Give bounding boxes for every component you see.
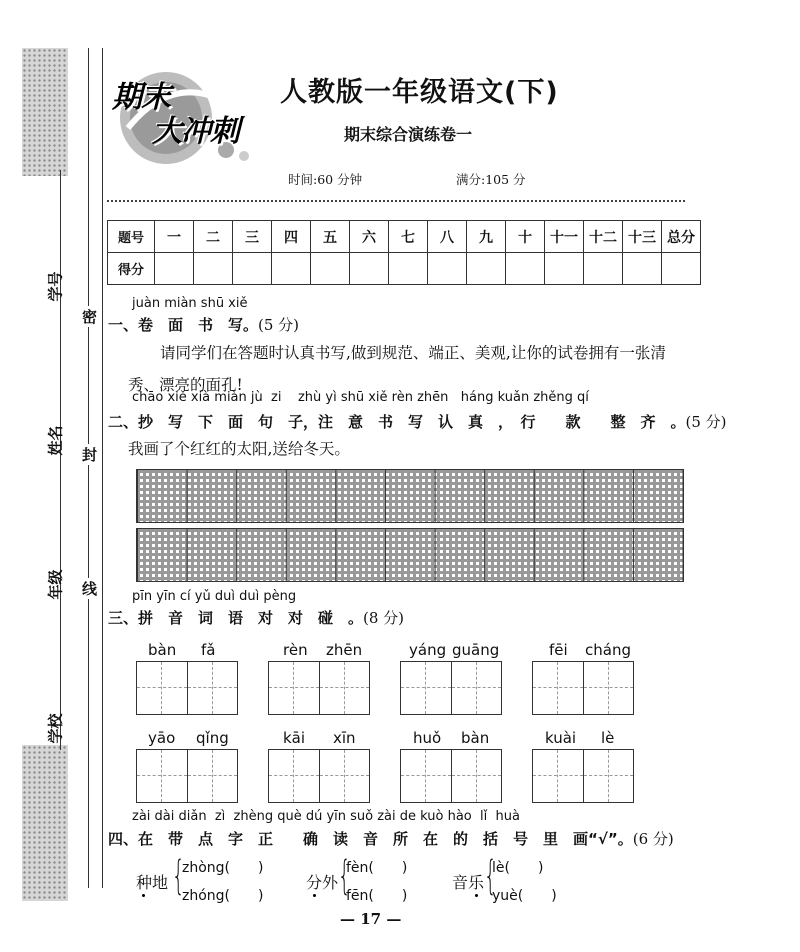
answer-box[interactable] [532, 661, 634, 715]
section1-pinyin: juàn miàn shū xiě [132, 296, 248, 311]
col-13: 十三 [623, 221, 662, 253]
pinyin-word: yāo [148, 729, 176, 747]
section1-text-line2: 秀、漂亮的面孔! [128, 376, 243, 394]
col-total: 总分 [662, 221, 701, 253]
answer-box[interactable] [532, 749, 634, 803]
score-cell[interactable] [233, 253, 272, 285]
brace: { [172, 853, 185, 899]
col-6: 六 [350, 221, 389, 253]
binding-line-outer [88, 48, 89, 888]
section2-title-text: 二、抄 写 下 面 句 子，注 意 书 写 认 真 ， 行 款 整 齐 。 [108, 413, 686, 431]
pinyin-word: fēi [549, 641, 568, 659]
score-cell[interactable] [194, 253, 233, 285]
side-label-grade: 年级 [46, 569, 65, 600]
pinyin-word: guāng [452, 641, 500, 659]
side-line [60, 170, 61, 750]
answer-box[interactable] [136, 749, 238, 803]
answer-box[interactable] [268, 749, 370, 803]
pinyin-word: lè [601, 729, 615, 747]
writing-grid-row-2[interactable] [136, 528, 684, 582]
section4-title [108, 828, 674, 849]
section1-title-text: 一、卷 面 书 写。 [108, 316, 259, 334]
section2-sentence: 我画了个红红的太阳,送给冬天。 [128, 440, 350, 458]
col-12: 十二 [584, 221, 623, 253]
seal-char-xian: 线 [82, 580, 98, 598]
exam-full-score: 满分:105 分 [456, 172, 526, 187]
pinyin-word: bàn [148, 641, 177, 659]
choice-option[interactable]: fèn( ) [346, 860, 408, 876]
section1-title [108, 314, 299, 335]
emphasis-dot [142, 894, 145, 897]
exam-logo [108, 58, 258, 166]
pinyin-word: bàn [461, 729, 490, 747]
answer-box[interactable] [136, 661, 238, 715]
brace: { [338, 853, 351, 899]
section1-text-line1: 请同学们在答题时认真书写,做到规范、端正、美观,让你的试卷拥有一张清 [160, 344, 666, 362]
col-2: 二 [194, 221, 233, 253]
score-cell[interactable] [428, 253, 467, 285]
pinyin-word: zhēn [326, 641, 363, 659]
score-cell[interactable] [662, 253, 701, 285]
seal-char-feng: 封 [82, 446, 98, 464]
score-table-header-row [108, 221, 701, 253]
choice-option[interactable]: zhóng( ) [182, 888, 264, 904]
choice-word: 音乐 [452, 873, 485, 892]
col-8: 八 [428, 221, 467, 253]
col-1: 一 [155, 221, 194, 253]
answer-box[interactable] [400, 749, 502, 803]
answer-box[interactable] [268, 661, 370, 715]
pinyin-word: xīn [333, 729, 356, 747]
score-cell[interactable] [272, 253, 311, 285]
emphasis-dot [475, 894, 478, 897]
col-10: 十 [506, 221, 545, 253]
col-3: 三 [233, 221, 272, 253]
score-table-score-head: 得分 [108, 253, 155, 285]
choice-option[interactable]: yuè( ) [492, 888, 557, 904]
score-table-score-row [108, 253, 701, 285]
choice-word: 种地 [136, 873, 169, 892]
col-11: 十一 [545, 221, 584, 253]
choice-word: 分外 [306, 873, 339, 892]
score-cell[interactable] [311, 253, 350, 285]
score-cell[interactable] [389, 253, 428, 285]
pinyin-word: qǐng [196, 729, 229, 747]
col-7: 七 [389, 221, 428, 253]
seal-char-mi: 密 [82, 308, 98, 326]
score-table-row-head: 题号 [108, 221, 155, 253]
pinyin-word: kāi [283, 729, 306, 747]
col-4: 四 [272, 221, 311, 253]
score-cell[interactable] [467, 253, 506, 285]
section2-pinyin: chāo xiě xià miàn jù zi zhù yì shū xiě rèn zhēn háng kuǎn zhěng qí [132, 390, 589, 405]
logo-text-line2: 大冲刺 [152, 114, 239, 149]
logo-text-line1: 期末 [112, 80, 170, 115]
answer-box[interactable] [400, 661, 502, 715]
binding-stripe-top [22, 48, 68, 176]
section4-points: (6 分) [632, 830, 674, 848]
pinyin-word: kuài [545, 729, 577, 747]
score-table [107, 220, 701, 285]
choice-option[interactable]: zhòng( ) [182, 860, 264, 876]
pinyin-word: fǎ [201, 641, 216, 659]
section1-points: (5 分) [258, 316, 300, 334]
section3-pinyin: pīn yīn cí yǔ duì duì pèng [132, 589, 297, 604]
score-cell[interactable] [350, 253, 389, 285]
score-cell[interactable] [584, 253, 623, 285]
score-cell[interactable] [623, 253, 662, 285]
page-number: — 17 — [340, 910, 402, 928]
binding-line-inner [102, 48, 103, 888]
section4-title-text: 四、在 带 点 字 正 确 读 音 所 在 的 括 号 里 画“√”。 [108, 830, 633, 848]
score-cell[interactable] [545, 253, 584, 285]
pinyin-word: rèn [283, 641, 308, 659]
score-cell[interactable] [506, 253, 545, 285]
emphasis-dot [313, 894, 316, 897]
section3-title-text: 三、拼 音 词 语 对 对 碰 。 [108, 609, 364, 627]
side-label-student-id: 学号 [46, 271, 65, 302]
pinyin-word: huǒ [413, 729, 442, 747]
side-label-name: 姓名 [46, 425, 65, 456]
page-subtitle: 期末综合演练卷一 [344, 125, 473, 144]
section4-pinyin: zài dài diǎn zì zhèng què dú yīn suǒ zài de kuò hào lǐ huà [132, 809, 520, 824]
pinyin-word: cháng [585, 641, 631, 659]
score-cell[interactable] [155, 253, 194, 285]
writing-grid-row-1[interactable] [136, 469, 684, 523]
exam-time: 时间:60 分钟 [288, 172, 363, 187]
brace: { [484, 853, 497, 899]
col-9: 九 [467, 221, 506, 253]
page-title: 人教版一年级语文(下) [280, 77, 559, 108]
side-label-school: 学校 [46, 713, 65, 744]
choice-option[interactable]: lè( ) [492, 860, 544, 876]
pinyin-word: yáng [409, 641, 447, 659]
section2-title [108, 411, 727, 432]
section3-points: (8 分) [363, 609, 405, 627]
choice-option[interactable]: fēn( ) [346, 888, 408, 904]
col-5: 五 [311, 221, 350, 253]
binding-stripe-bottom [22, 745, 68, 901]
dotted-divider [107, 200, 685, 202]
section3-title [108, 607, 404, 628]
section2-points: (5 分) [685, 413, 727, 431]
